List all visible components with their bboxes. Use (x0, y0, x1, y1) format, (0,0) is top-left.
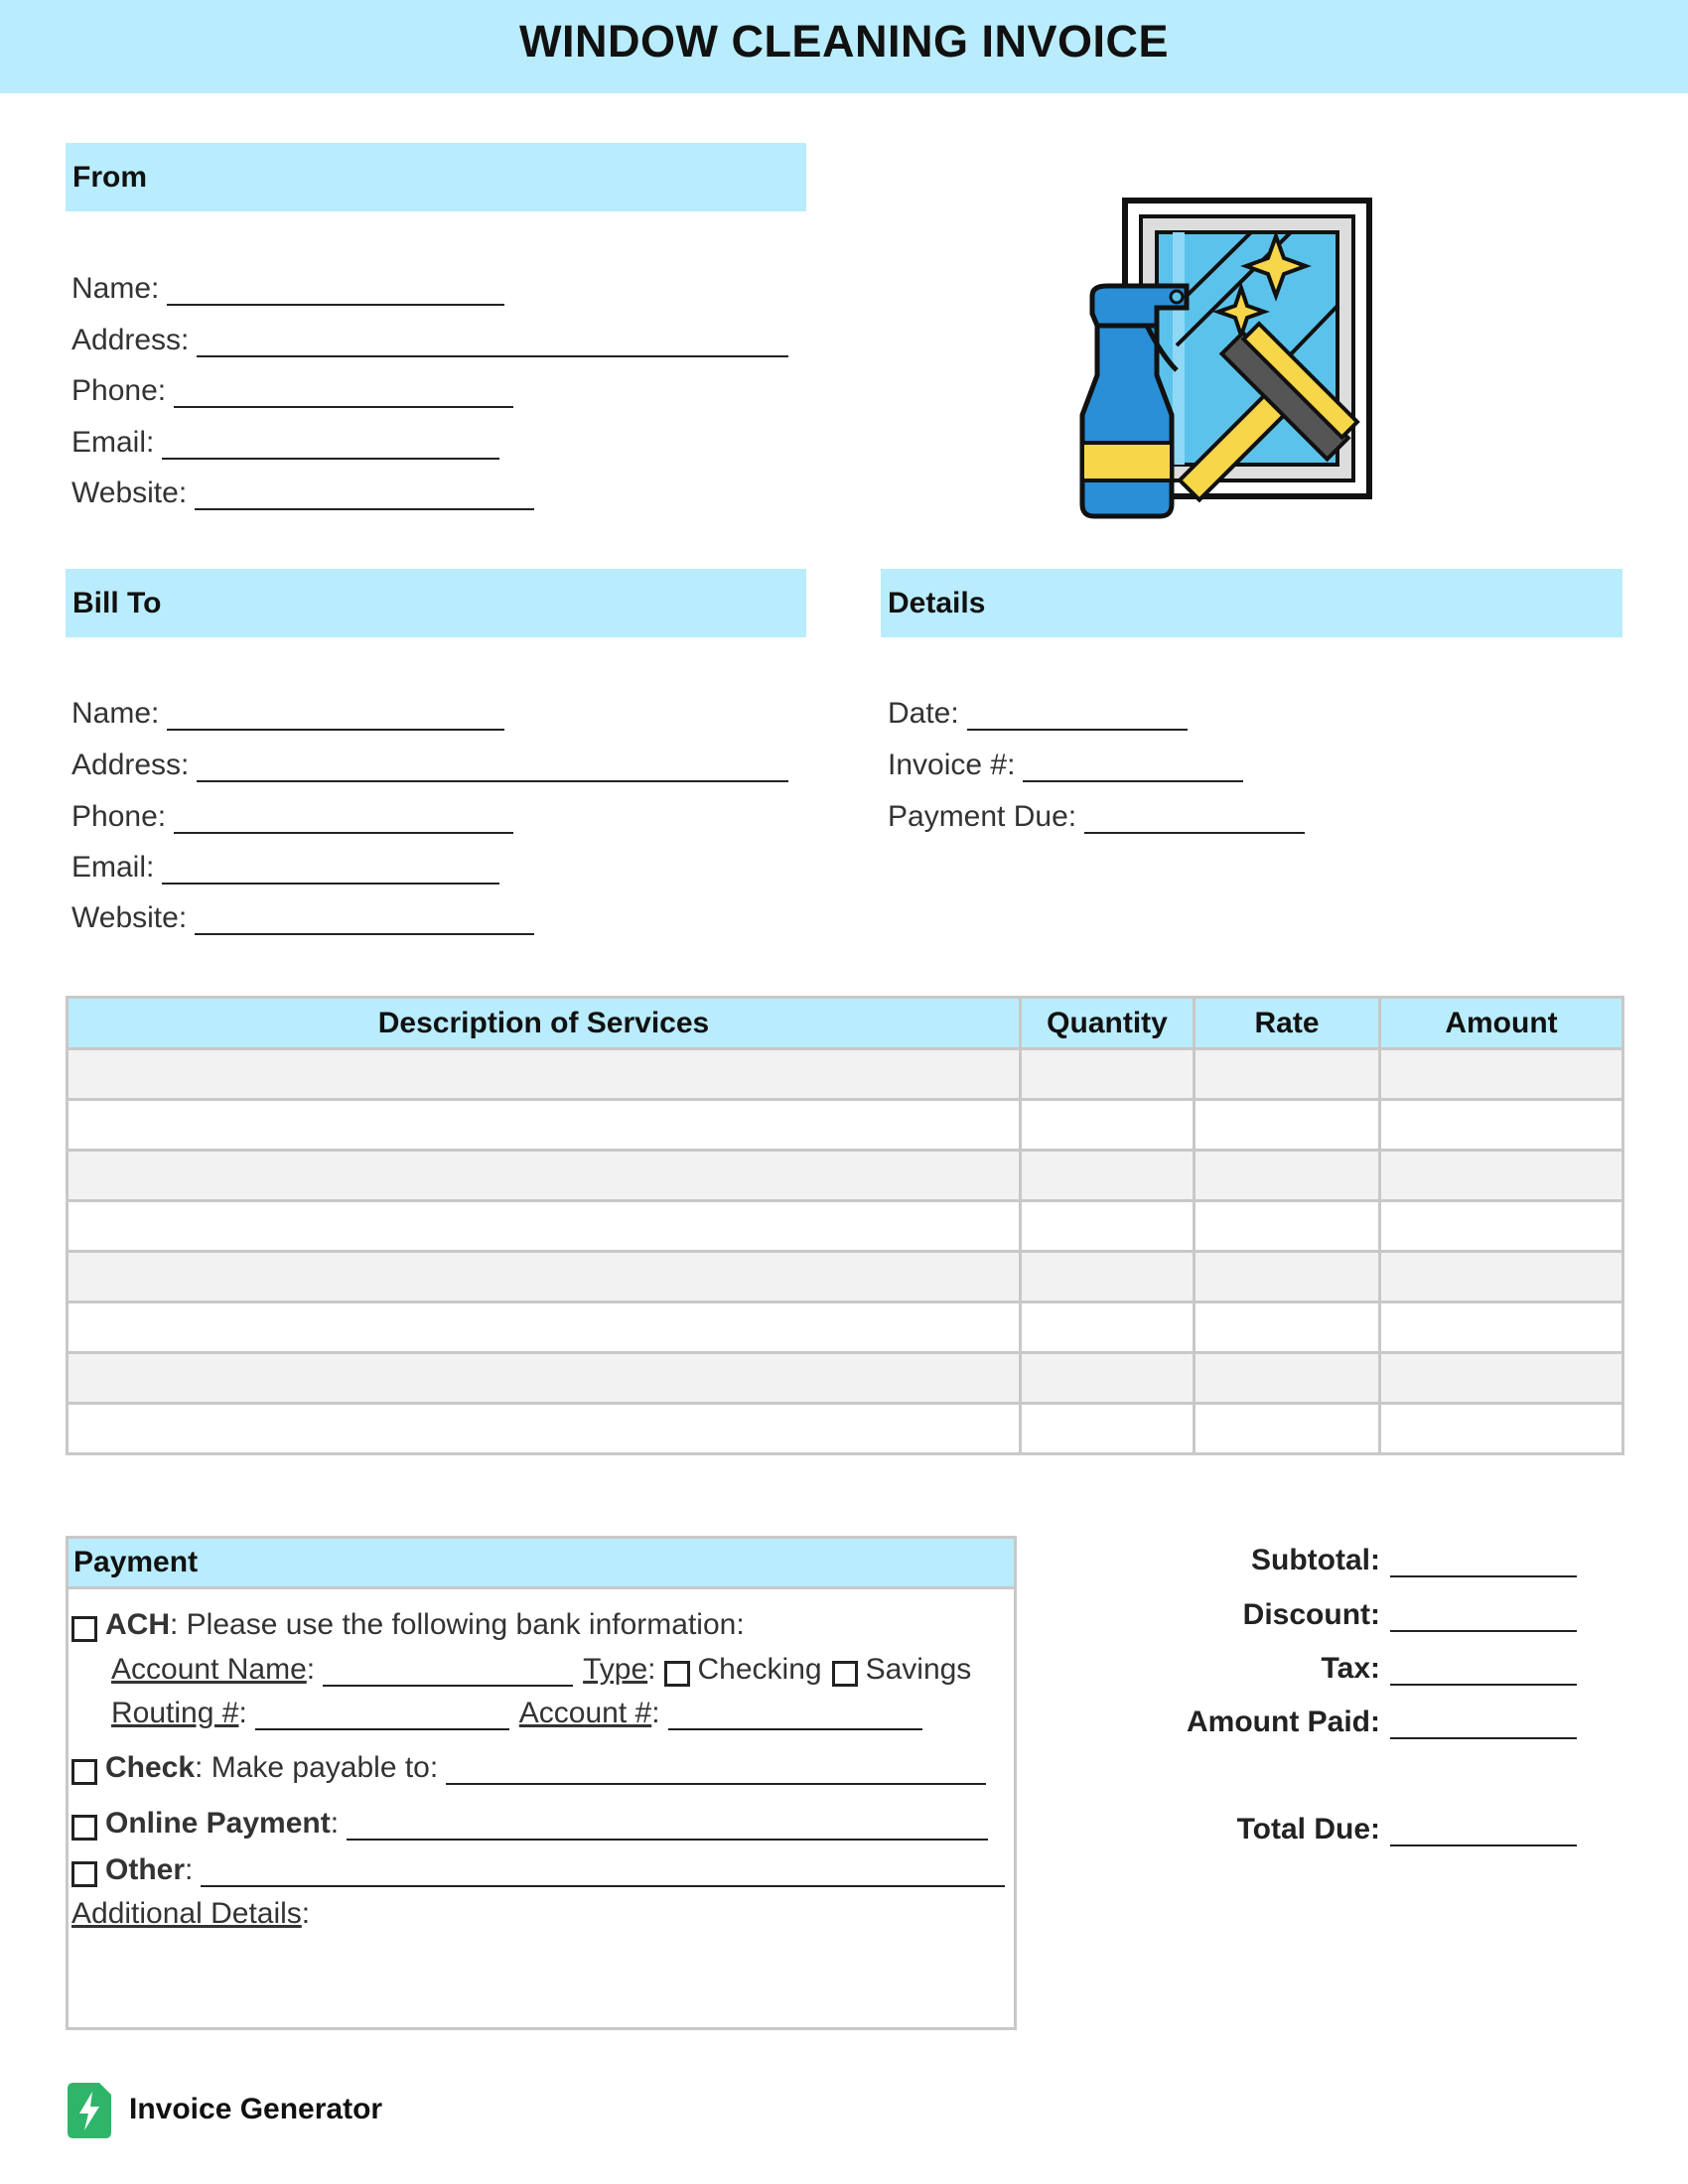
table-row (68, 1049, 1623, 1100)
bill-to-heading: Bill To (72, 587, 162, 619)
from-heading: From (72, 161, 147, 194)
table-cell[interactable] (1021, 1252, 1195, 1302)
table-cell[interactable] (1021, 1151, 1195, 1201)
table-cell[interactable] (1380, 1100, 1623, 1151)
table-cell[interactable] (1195, 1201, 1380, 1252)
table-cell[interactable] (1195, 1353, 1380, 1404)
table-row (68, 1151, 1623, 1201)
table-cell[interactable] (68, 1049, 1021, 1100)
table-row (68, 1353, 1623, 1404)
table-cell[interactable] (1021, 1302, 1195, 1353)
account-number-label: Account # (518, 1697, 652, 1729)
additional-details-label: Additional Details (71, 1897, 302, 1930)
payment-header (66, 1536, 1017, 1589)
table-cell[interactable] (68, 1252, 1021, 1302)
window-cleaning-icon (1077, 197, 1395, 524)
details-header (881, 569, 1622, 637)
account-name-input[interactable] (323, 1657, 573, 1687)
additional-details: Additional Details : (71, 1897, 311, 1930)
col-description: Description of Services (68, 998, 1021, 1049)
ach-text: : Please use the following bank information: (170, 1608, 745, 1641)
ach-checkbox[interactable] (71, 1616, 97, 1642)
invoice-number-field[interactable]: Invoice #: (888, 743, 1243, 782)
account-name-label: Account Name (111, 1653, 307, 1686)
total-due-row (1003, 1813, 1577, 1846)
subtotal-label: Subtotal: (1251, 1544, 1380, 1576)
payment-due-field[interactable]: Payment Due: (888, 794, 1305, 834)
table-row (68, 1201, 1623, 1252)
table-row (68, 1302, 1623, 1353)
table-cell[interactable] (1195, 1404, 1380, 1454)
online-checkbox[interactable] (71, 1815, 97, 1841)
lightning-bolt-icon (68, 2083, 111, 2138)
online-label: Online Payment (105, 1807, 331, 1840)
routing-input[interactable] (255, 1701, 509, 1730)
checking-label: Checking (697, 1653, 822, 1686)
col-rate: Rate (1195, 998, 1380, 1049)
table-cell[interactable] (1380, 1151, 1623, 1201)
table-row (68, 1404, 1623, 1454)
discount-label: Discount: (1242, 1598, 1380, 1631)
bill-website-field[interactable]: Website: (71, 895, 534, 935)
table-cell[interactable] (68, 1100, 1021, 1151)
check-text: : Make payable to: (195, 1751, 439, 1784)
check-checkbox[interactable] (71, 1759, 97, 1785)
check-label: Check (105, 1751, 196, 1784)
col-amount: Amount (1380, 998, 1623, 1049)
table-cell[interactable] (1380, 1049, 1623, 1100)
table-cell[interactable] (1195, 1049, 1380, 1100)
discount-row (1003, 1598, 1577, 1632)
table-cell[interactable] (68, 1151, 1021, 1201)
from-header (66, 143, 806, 211)
online-option: Online Payment : (71, 1807, 988, 1841)
table-cell[interactable] (68, 1201, 1021, 1252)
online-input[interactable] (347, 1811, 988, 1841)
page-title: WINDOW CLEANING INVOICE (519, 16, 1169, 67)
other-checkbox[interactable] (71, 1861, 97, 1887)
ach-routing-row: Routing # : Account # : (111, 1697, 922, 1730)
payable-to-input[interactable] (446, 1755, 986, 1785)
account-number-input[interactable] (668, 1701, 922, 1730)
table-cell[interactable] (1021, 1049, 1195, 1100)
ach-label: ACH (105, 1608, 170, 1641)
table-cell[interactable] (1021, 1201, 1195, 1252)
table-cell[interactable] (1380, 1201, 1623, 1252)
date-field[interactable]: Date: (888, 691, 1188, 731)
table-cell[interactable] (1021, 1404, 1195, 1454)
bill-phone-field[interactable]: Phone: (71, 794, 513, 834)
tax-row (1003, 1652, 1577, 1686)
tax-input[interactable] (1390, 1654, 1577, 1686)
amount-paid-row (1003, 1706, 1577, 1739)
table-cell[interactable] (1380, 1252, 1623, 1302)
checking-checkbox[interactable] (664, 1661, 690, 1687)
services-table (66, 996, 1624, 1455)
bill-to-header (66, 569, 806, 637)
from-phone-field[interactable]: Phone: (71, 368, 513, 408)
other-input[interactable] (201, 1857, 1005, 1887)
savings-checkbox[interactable] (832, 1661, 858, 1687)
amount-paid-label: Amount Paid: (1187, 1706, 1380, 1738)
details-heading: Details (888, 587, 986, 619)
bill-email-field[interactable]: Email: (71, 845, 499, 885)
amount-paid-input[interactable] (1390, 1707, 1577, 1739)
ach-account-row: Account Name : Type : Checking Savings (111, 1653, 972, 1686)
subtotal-row (1003, 1544, 1577, 1577)
from-website-field[interactable]: Website: (71, 471, 534, 510)
type-label: Type (583, 1653, 648, 1686)
table-row (68, 1252, 1623, 1302)
check-option (71, 1751, 986, 1785)
table-cell[interactable] (68, 1353, 1021, 1404)
payment-heading: Payment (73, 1546, 199, 1578)
table-header-row (68, 998, 1623, 1049)
table-cell[interactable] (1380, 1353, 1623, 1404)
table-cell[interactable] (68, 1404, 1021, 1454)
routing-label: Routing # (111, 1697, 239, 1729)
col-quantity: Quantity (1021, 998, 1195, 1049)
savings-label: Savings (865, 1653, 972, 1686)
ach-option (71, 1608, 745, 1642)
from-email-field[interactable]: Email: (71, 420, 499, 460)
subtotal-input[interactable] (1390, 1546, 1577, 1577)
table-cell[interactable] (1380, 1404, 1623, 1454)
table-cell[interactable] (68, 1302, 1021, 1353)
bill-address-field[interactable]: Address: (71, 743, 788, 782)
table-cell[interactable] (1195, 1100, 1380, 1151)
table-cell[interactable] (1380, 1302, 1623, 1353)
discount-input[interactable] (1390, 1600, 1577, 1632)
other-label: Other (105, 1853, 186, 1886)
other-option: Other : (71, 1853, 1005, 1887)
table-cell[interactable] (1195, 1252, 1380, 1302)
table-cell[interactable] (1021, 1100, 1195, 1151)
from-address-field[interactable]: Address: (71, 318, 788, 357)
table-cell[interactable] (1021, 1353, 1195, 1404)
bill-name-field[interactable]: Name: (71, 691, 504, 731)
total-due-input[interactable] (1390, 1815, 1577, 1846)
table-cell[interactable] (1195, 1151, 1380, 1201)
brand-name: Invoice Generator (129, 2093, 383, 2125)
table-cell[interactable] (1195, 1302, 1380, 1353)
table-row (68, 1100, 1623, 1151)
total-due-label: Total Due: (1236, 1813, 1380, 1845)
tax-label: Tax: (1321, 1652, 1380, 1685)
from-name-field[interactable]: Name: (71, 266, 504, 306)
